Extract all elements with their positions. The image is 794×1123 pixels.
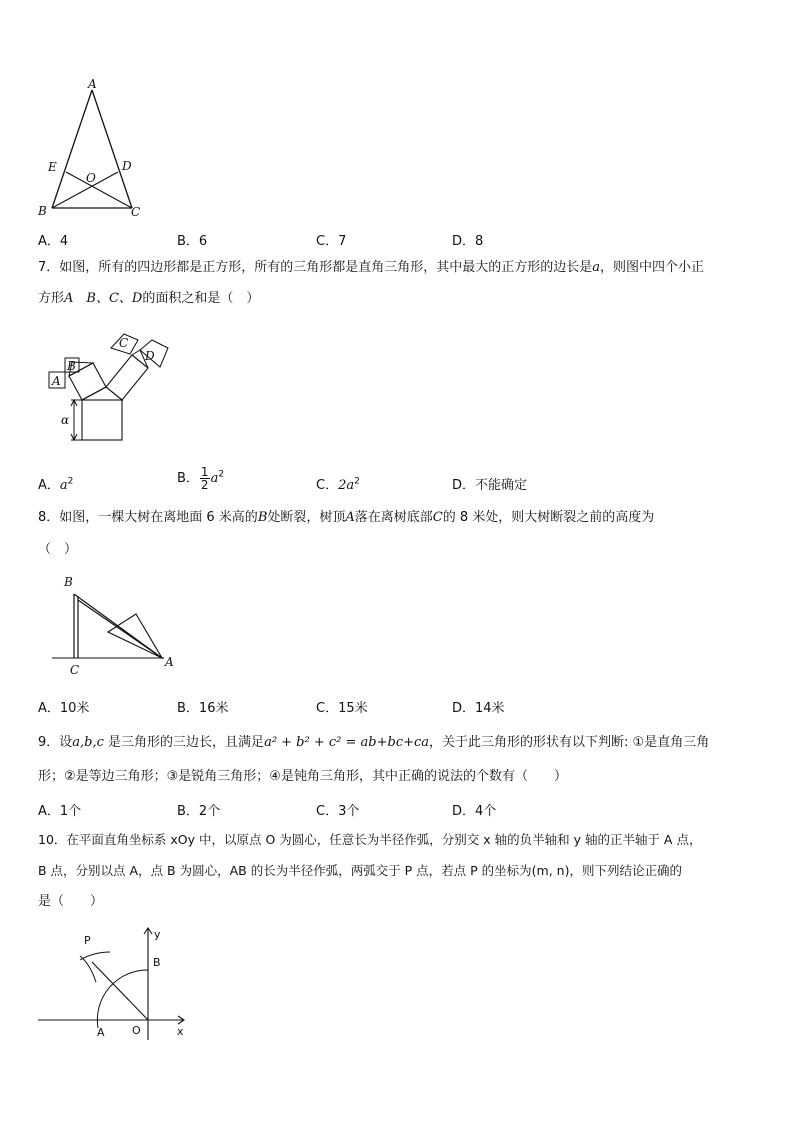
middle-square-right xyxy=(106,355,148,400)
q9-option-d: D．4个 xyxy=(452,804,497,819)
side-ac xyxy=(92,90,132,208)
label-p: P xyxy=(84,934,91,947)
q9-question-line2: 形；②是等边三角形；③是锐角三角形；④是钝角三角形，其中正确的说法的个数有（ ） xyxy=(38,769,567,784)
q10-question-line1: 10．在平面直角坐标系 xOy 中，以原点 O 为圆心，任意长为半径作弧，分别交 x 轴的负半轴和 y 轴的正半轴于 A 点， xyxy=(38,832,702,847)
q9-option-c: C．3个 xyxy=(316,804,360,819)
broken-trunk-bottom xyxy=(78,600,162,658)
label-b: B xyxy=(64,575,73,589)
label-d: D xyxy=(145,349,155,363)
label-y: y xyxy=(154,928,161,941)
label-c: C xyxy=(119,336,129,350)
q8-option-d: D．14米 xyxy=(452,701,505,716)
label-b: B xyxy=(38,204,47,218)
q9-equation: a² + b² + c² = ab+bc+ca xyxy=(264,735,430,750)
label-o: O xyxy=(132,1024,141,1037)
largest-square xyxy=(82,400,122,440)
q8-tree-figure xyxy=(52,574,192,679)
q8-question-line1: 8．如图，一棵大树在离地面 6 米高的B处断裂，树顶A落在离树底部C的 8 米处，则大树断裂之前的高度为 xyxy=(38,510,655,525)
label-alpha: α xyxy=(61,413,70,427)
q9-option-a: A．1个 xyxy=(38,804,82,819)
label-a: A xyxy=(52,374,61,388)
label-b: B xyxy=(153,956,161,969)
q7-option-a: A．$a^2$ xyxy=(38,476,74,493)
q7-option-d: D．不能确定 xyxy=(452,478,528,493)
label-a: A xyxy=(97,1026,105,1039)
q10-coordinate-figure xyxy=(36,924,196,1040)
q8-option-b: B．16米 xyxy=(177,701,229,716)
arc-from-a xyxy=(80,956,96,982)
q6-option-c: C．7 xyxy=(316,234,347,249)
q6-option-a: A．4 xyxy=(38,234,69,249)
q8-option-a: A．10米 xyxy=(38,701,90,716)
q7-squares-figure xyxy=(44,326,184,444)
label-d: D xyxy=(122,159,132,173)
label-e: E xyxy=(48,160,57,174)
q7-question-line2: 方形A B、C、D的面积之和是（ ） xyxy=(38,291,260,306)
q9-option-b: B．2个 xyxy=(177,804,221,819)
q10-question-line2: B 点，分别以点 A，点 B 为圆心，AB 的长为半径作弧，两弧交于 P 点，若点 P 的坐标为(m, n)，则下列结论正确的 xyxy=(38,863,682,878)
q6-triangle-figure xyxy=(30,78,150,223)
label-c: C xyxy=(131,205,141,219)
label-o: O xyxy=(86,171,96,185)
arc-from-origin xyxy=(97,970,148,1028)
q8-option-c: C．15米 xyxy=(316,701,368,716)
q6-option-d: D．8 xyxy=(452,234,484,249)
q9-question-line1: 9．设a,b,c 是三角形的三边长，且满足a² + b² + c² = ab+bc+ca，关于此三角形的形状有以下判断: ①是直角三角 xyxy=(38,735,710,750)
q8-question-line2: （ ） xyxy=(38,542,78,557)
q10-question-line3: 是（ ） xyxy=(38,894,104,909)
side-ab xyxy=(52,90,92,208)
label-a: A xyxy=(165,655,174,669)
q7-option-b: B． $\frac{1}{2}$ $a^2$ xyxy=(177,465,225,492)
label-c: C xyxy=(70,663,80,677)
label-x: x xyxy=(177,1025,184,1038)
q6-option-b: B．6 xyxy=(177,234,208,249)
arc-from-b xyxy=(80,952,110,960)
q7-question-line1: 7．如图，所有的四边形都是正方形，所有的三角形都是直角三角形，其中最大的正方形的边长是a，则图中四个小正 xyxy=(38,260,705,275)
label-a: A xyxy=(88,77,97,91)
q7-option-c: C．$2a^2$ xyxy=(316,476,360,493)
label-b: B xyxy=(67,359,76,373)
